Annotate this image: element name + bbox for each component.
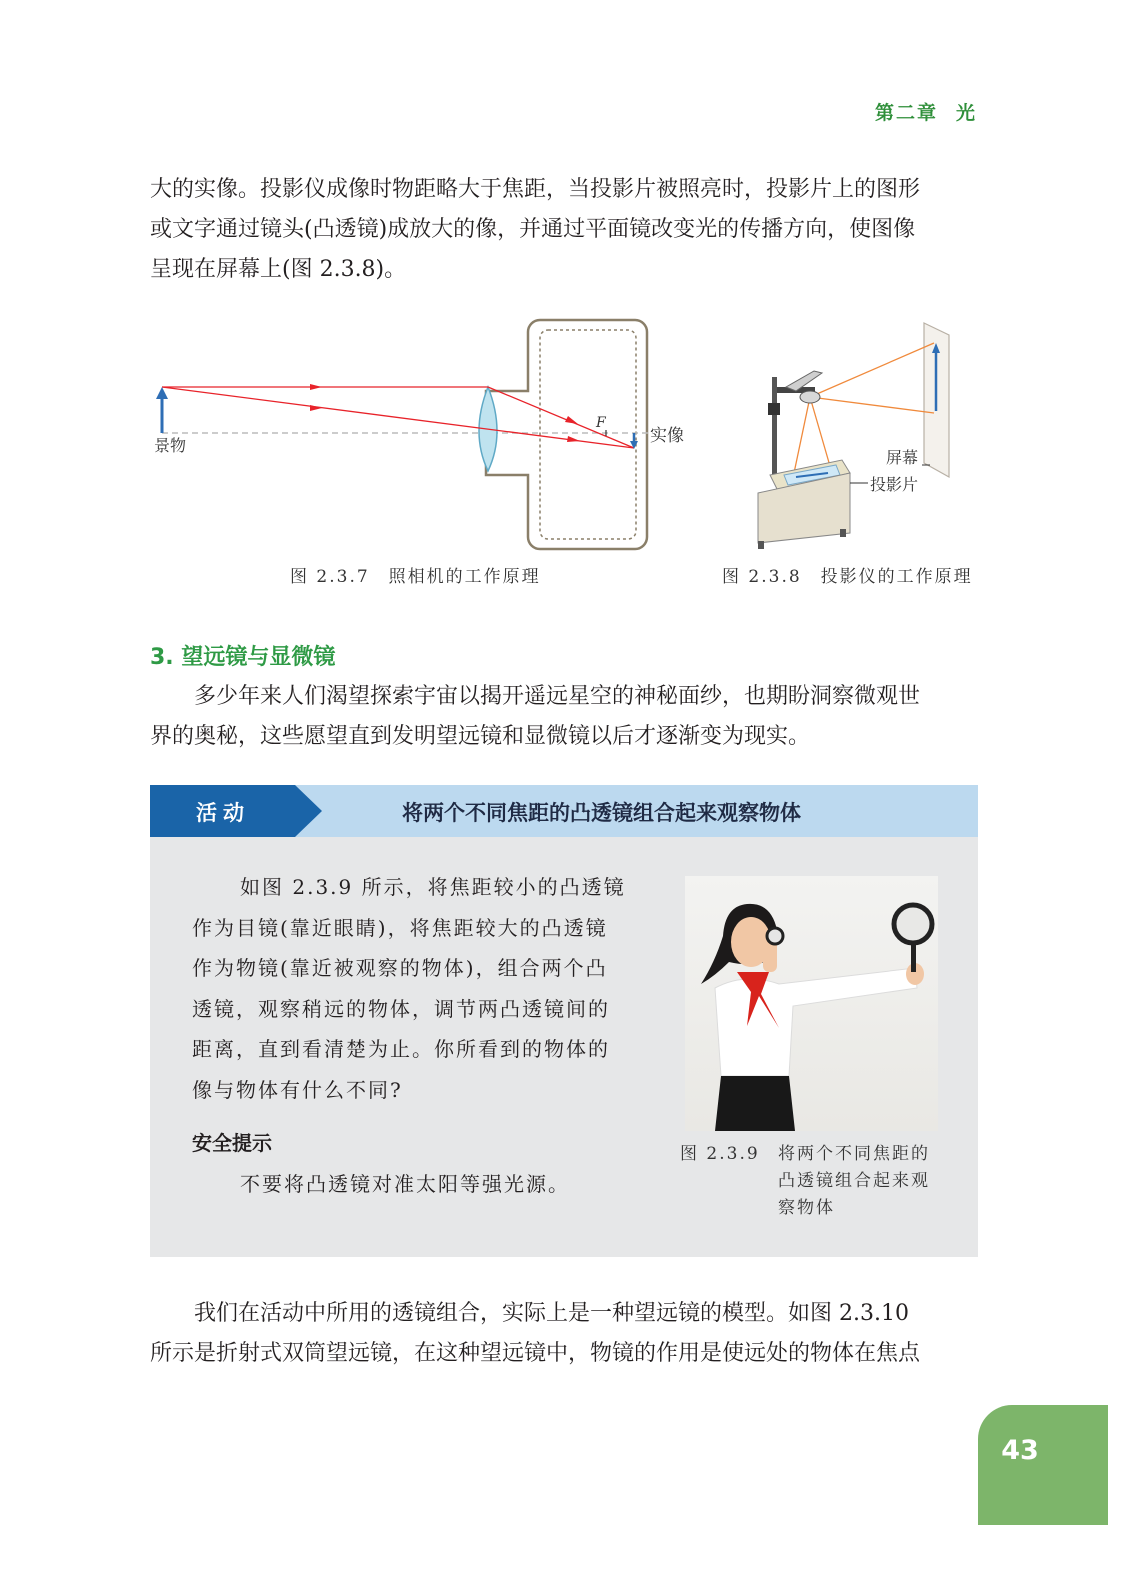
projector-body [758, 473, 850, 543]
page-number-tab [978, 1405, 1108, 1525]
text-line: 如图 2.3.9 所示，将焦距较小的凸透镜 [240, 875, 626, 899]
text-line: 呈现在屏幕上(图 2.3.8)。 [150, 257, 407, 282]
image-label: 实像 [650, 426, 684, 446]
figure-number: 图 2.3.9 [680, 1144, 760, 1164]
text-line: 我们在活动中所用的透镜组合，实际上是一种望远镜的模型。如图 2.3.10 [194, 1301, 909, 1326]
light-ray [810, 397, 832, 473]
light-ray [794, 397, 810, 473]
text-line: 作为目镜(靠近眼睛)，将焦距较大的凸透镜 [192, 915, 608, 940]
text-line: 界的奥秘，这些愿望直到发明望远镜和显微镜以后才逐渐变为现实。 [150, 724, 811, 749]
text-line: 多少年来人们渴望探索宇宙以揭开遥远星空的神秘面纱，也期盼洞察微观世 [194, 684, 921, 709]
text-line: 透镜，观察稍远的物体，调节两凸透镜间的 [192, 996, 610, 1021]
text-line: 像与物体有什么不同? [192, 1077, 403, 1102]
text-line: 或文字通过镜头(凸透镜)成放大的像，并通过平面镜改变光的传播方向，使图像 [150, 217, 916, 242]
text-line: 作为物镜(靠近被观察的物体)，组合两个凸 [192, 956, 608, 980]
object-arrow-head [156, 387, 168, 399]
light-ray [810, 397, 934, 413]
activity-box [150, 785, 978, 1257]
section-heading: 3. 望远镜与显微镜 [150, 645, 336, 670]
caption-line: 将两个不同焦距的 [778, 1144, 930, 1164]
paragraph-intro [150, 170, 980, 290]
arm-knob [768, 403, 780, 415]
caption-line: 凸透镜组合起来观 [778, 1171, 930, 1191]
camera-body [486, 320, 647, 549]
text-line: 所示是折射式双筒望远镜，在这种望远镜中，物镜的作用是使远处的物体在焦点 [150, 1341, 921, 1366]
figure-caption: 图 2.3.8 投影仪的工作原理 [722, 567, 973, 587]
focal-point-label: F [596, 415, 606, 431]
slide-label: 投影片 [870, 475, 919, 494]
projection-lens [800, 391, 820, 403]
activity-figure-caption [680, 1141, 930, 1222]
light-ray [810, 343, 934, 397]
object-label: 景物 [154, 436, 187, 455]
camera-diagram [148, 315, 684, 555]
paragraph-telescope-model [150, 1294, 980, 1374]
safety-heading: 安全提示 [192, 1131, 272, 1155]
text-line: 距离，直到看清楚为止。你所看到的物体的 [192, 1037, 610, 1061]
chapter-number: 第二章 [874, 102, 938, 124]
safety-tip: 不要将凸透镜对准太阳等强光源。 [240, 1172, 570, 1196]
chapter-title: 光 [955, 102, 977, 124]
page-number: 43 [1001, 1435, 1039, 1466]
screen-label: 屏幕 [886, 448, 919, 467]
chapter-header [875, 98, 977, 125]
ray-arrow [565, 416, 578, 424]
projector-foot [758, 541, 764, 549]
activity-instructions [192, 867, 642, 1110]
ray-center [162, 387, 634, 448]
ray-arrow [567, 436, 580, 442]
student-with-lenses-photo [685, 876, 938, 1131]
ray-arrow [310, 384, 322, 390]
activity-title: 将两个不同焦距的凸透镜组合起来观察物体 [402, 801, 801, 825]
film-outline [540, 330, 636, 539]
projector-diagram [752, 315, 972, 555]
ray-arrow [310, 405, 322, 411]
projector-foot [840, 529, 846, 537]
figure-caption: 图 2.3.7 照相机的工作原理 [290, 567, 541, 587]
paragraph-telescope-intro [150, 677, 980, 757]
text-line: 大的实像。投影仪成像时物距略大于焦距，当投影片被照亮时，投影片上的图形 [150, 177, 921, 202]
activity-tag: 活动 [196, 801, 250, 825]
projector-arm [772, 377, 777, 477]
caption-line: 察物体 [778, 1198, 835, 1218]
